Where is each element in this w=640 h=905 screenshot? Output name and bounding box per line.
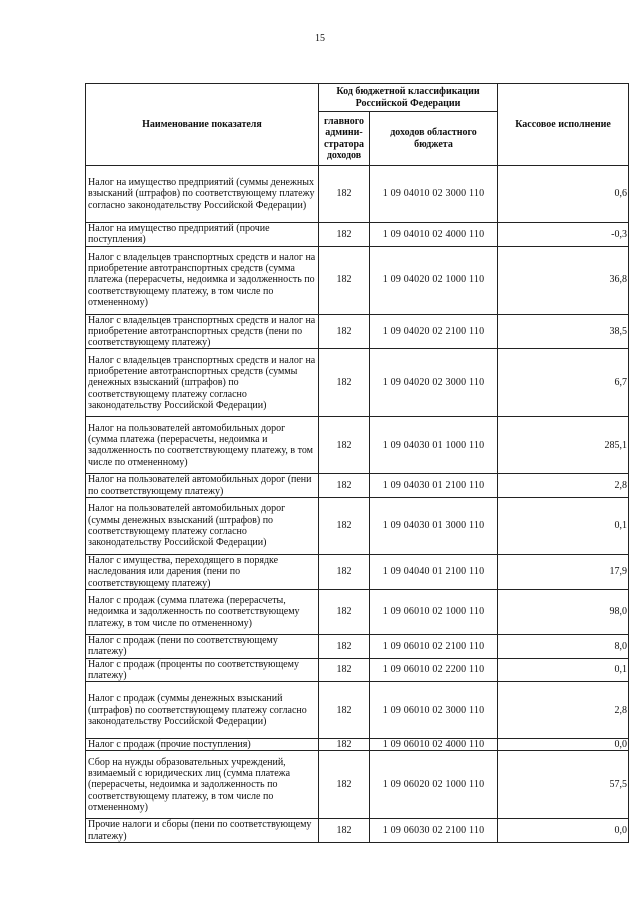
row-name-cell: Сбор на нужды образовательных учреждений, взимаемый с юридических лиц (сумма платежа (перерасчеты, недоимка и задолженность по соответствующему платежу, в том числе по отмененному) bbox=[86, 751, 319, 819]
row-budget-code-cell: 1 09 06010 02 3000 110 bbox=[370, 682, 498, 739]
row-name-cell: Налог с продаж (сумма платежа (перерасчеты, недоимка и задолженность по соответствующему платежу, в том числе по отмененному) bbox=[86, 589, 319, 634]
header-cash-execution: Кассовое исполнение bbox=[498, 84, 629, 166]
row-admin-code-cell: 182 bbox=[319, 658, 370, 682]
row-amount-cell: 36,8 bbox=[498, 246, 629, 314]
row-amount-cell: -0,3 bbox=[498, 223, 629, 247]
table-row bbox=[86, 739, 629, 751]
row-budget-code-cell: 1 09 04030 01 3000 110 bbox=[370, 498, 498, 555]
row-admin-code-cell: 182 bbox=[319, 819, 370, 843]
table-body bbox=[86, 166, 629, 843]
row-name-cell: Налог с имущества, переходящего в порядке наследования или дарения (пени по соответствующему платежу) bbox=[86, 555, 319, 590]
row-admin-code-cell: 182 bbox=[319, 555, 370, 590]
header-budget-code-group: Код бюджетной классификации Российской Федерации bbox=[319, 84, 498, 112]
table-row bbox=[86, 223, 629, 247]
table-row bbox=[86, 314, 629, 349]
row-amount-cell: 2,8 bbox=[498, 474, 629, 498]
row-amount-cell: 38,5 bbox=[498, 314, 629, 349]
row-admin-code-cell: 182 bbox=[319, 498, 370, 555]
row-budget-code-cell: 1 09 04020 02 3000 110 bbox=[370, 349, 498, 417]
row-amount-cell: 0,0 bbox=[498, 739, 629, 751]
row-amount-cell: 2,8 bbox=[498, 682, 629, 739]
row-name-cell: Налог на пользователей автомобильных дорог (пени по соответствующему платежу) bbox=[86, 474, 319, 498]
row-admin-code-cell: 182 bbox=[319, 417, 370, 474]
table-row bbox=[86, 349, 629, 417]
table-row bbox=[86, 417, 629, 474]
row-amount-cell: 17,9 bbox=[498, 555, 629, 590]
table-row bbox=[86, 246, 629, 314]
table-row bbox=[86, 166, 629, 223]
row-name-cell: Налог с продаж (пени по соответствующему платежу) bbox=[86, 634, 319, 658]
row-amount-cell: 0,1 bbox=[498, 498, 629, 555]
row-name-cell: Налог с продаж (прочие поступления) bbox=[86, 739, 319, 751]
row-budget-code-cell: 1 09 04030 01 2100 110 bbox=[370, 474, 498, 498]
row-name-cell: Налог с продаж (суммы денежных взысканий (штрафов) по соответствующему платежу согласно законодательству Российской Федерации) bbox=[86, 682, 319, 739]
table-row bbox=[86, 474, 629, 498]
row-name-cell: Налог с владельцев транспортных средств и налог на приобретение автотранспортных средств (пени по соответствующему платежу) bbox=[86, 314, 319, 349]
row-budget-code-cell: 1 09 06010 02 1000 110 bbox=[370, 589, 498, 634]
table-row bbox=[86, 819, 629, 843]
row-budget-code-cell: 1 09 04030 01 1000 110 bbox=[370, 417, 498, 474]
row-admin-code-cell: 182 bbox=[319, 246, 370, 314]
table-row bbox=[86, 658, 629, 682]
row-budget-code-cell: 1 09 06010 02 2200 110 bbox=[370, 658, 498, 682]
table-row bbox=[86, 555, 629, 590]
row-amount-cell: 285,1 bbox=[498, 417, 629, 474]
row-admin-code-cell: 182 bbox=[319, 634, 370, 658]
row-budget-code-cell: 1 09 04010 02 3000 110 bbox=[370, 166, 498, 223]
row-name-cell: Налог на имущество предприятий (прочие поступления) bbox=[86, 223, 319, 247]
row-admin-code-cell: 182 bbox=[319, 682, 370, 739]
row-amount-cell: 6,7 bbox=[498, 349, 629, 417]
row-budget-code-cell: 1 09 06020 02 1000 110 bbox=[370, 751, 498, 819]
row-name-cell: Налог на имущество предприятий (суммы денежных взысканий (штрафов) по соответствующему платежу согласно законодательству Российской Федерации) bbox=[86, 166, 319, 223]
row-amount-cell: 0,0 bbox=[498, 819, 629, 843]
row-name-cell: Налог с продаж (проценты по соответствующему платежу) bbox=[86, 658, 319, 682]
row-name-cell: Налог на пользователей автомобильных дорог (сумма платежа (перерасчеты, недоимка и задолженность по соответствующему платежу, в том числе по отмененному) bbox=[86, 417, 319, 474]
row-amount-cell: 8,0 bbox=[498, 634, 629, 658]
row-admin-code-cell: 182 bbox=[319, 751, 370, 819]
row-budget-code-cell: 1 09 04010 02 4000 110 bbox=[370, 223, 498, 247]
header-regional-income: доходов областного бюджета bbox=[370, 112, 498, 166]
row-amount-cell: 57,5 bbox=[498, 751, 629, 819]
row-budget-code-cell: 1 09 04020 02 2100 110 bbox=[370, 314, 498, 349]
row-admin-code-cell: 182 bbox=[319, 166, 370, 223]
row-admin-code-cell: 182 bbox=[319, 589, 370, 634]
row-name-cell: Налог на пользователей автомобильных дорог (суммы денежных взысканий (штрафов) по соответствующему платежу согласно законодательству Российской Федерации) bbox=[86, 498, 319, 555]
row-amount-cell: 0,6 bbox=[498, 166, 629, 223]
row-budget-code-cell: 1 09 06030 02 2100 110 bbox=[370, 819, 498, 843]
row-admin-code-cell: 182 bbox=[319, 474, 370, 498]
row-budget-code-cell: 1 09 04040 01 2100 110 bbox=[370, 555, 498, 590]
row-budget-code-cell: 1 09 06010 02 4000 110 bbox=[370, 739, 498, 751]
table-row bbox=[86, 589, 629, 634]
page-number: 15 bbox=[315, 33, 325, 44]
row-admin-code-cell: 182 bbox=[319, 739, 370, 751]
row-budget-code-cell: 1 09 06010 02 2100 110 bbox=[370, 634, 498, 658]
row-admin-code-cell: 182 bbox=[319, 223, 370, 247]
header-indicator: Наименование показателя bbox=[86, 84, 319, 166]
row-name-cell: Прочие налоги и сборы (пени по соответствующему платежу) bbox=[86, 819, 319, 843]
table-row bbox=[86, 751, 629, 819]
header-chief-admin: главного админи-стратора доходов bbox=[319, 112, 370, 166]
table-row bbox=[86, 498, 629, 555]
row-admin-code-cell: 182 bbox=[319, 314, 370, 349]
row-name-cell: Налог с владельцев транспортных средств и налог на приобретение автотранспортных средств (суммы денежных взысканий (штрафов) по соответствующему платежу согласно законодательству Российской Федерации) bbox=[86, 349, 319, 417]
table-row bbox=[86, 682, 629, 739]
row-amount-cell: 0,1 bbox=[498, 658, 629, 682]
table-row bbox=[86, 634, 629, 658]
row-budget-code-cell: 1 09 04020 02 1000 110 bbox=[370, 246, 498, 314]
row-amount-cell: 98,0 bbox=[498, 589, 629, 634]
row-admin-code-cell: 182 bbox=[319, 349, 370, 417]
revenue-table bbox=[85, 83, 629, 843]
row-name-cell: Налог с владельцев транспортных средств и налог на приобретение автотранспортных средств (сумма платежа (перерасчеты, недоимка и задолженность по соответствующему платежу, в том числе по отмененному) bbox=[86, 246, 319, 314]
